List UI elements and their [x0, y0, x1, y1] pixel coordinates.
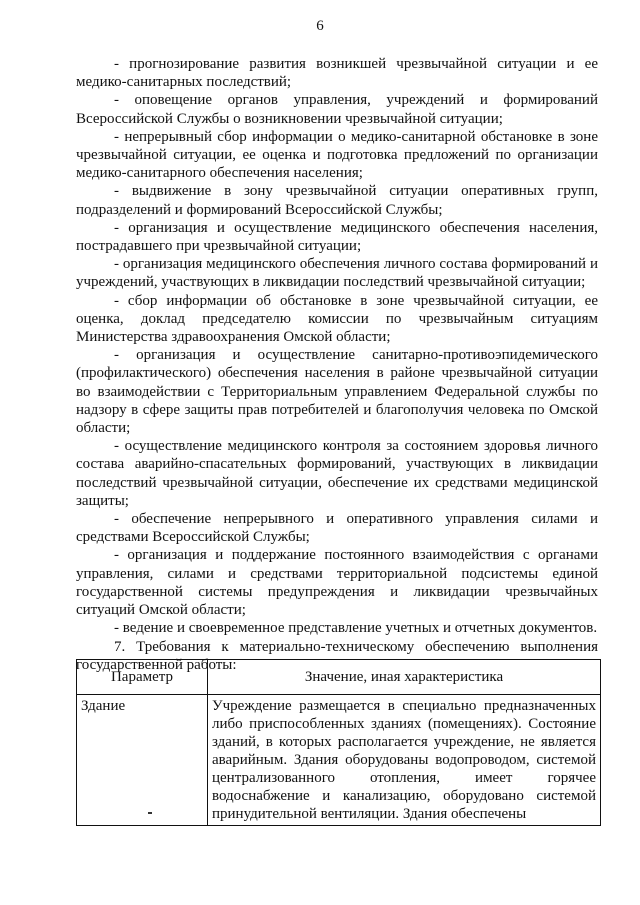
list-item: - организация и поддержание постоянного взаимодействия с органами управления, силами и средствами территориальной подсистемы единой государственной системы предупреждения и ликвидации чрезвычайных ситуаций Омской области;: [76, 547, 598, 619]
list-item: - выдвижение в зону чрезвычайной ситуации оперативных групп, подразделений и формирований Всероссийской Службы;: [76, 183, 598, 218]
list-item: - обеспечение непрерывного и оперативного управления силами и средствами Всероссийской Службы;: [76, 511, 598, 546]
list-item: - оповещение органов управления, учреждений и формирований Всероссийской Службы о возникновении чрезвычайной ситуации;: [76, 92, 598, 127]
list-item: - сбор информации об обстановке в зоне чрезвычайной ситуации, ее оценка, доклад председателю комиссии по чрезвычайным ситуациям Министерства здравоохранения Омской области;: [76, 292, 598, 346]
list-item: - прогнозирование развития возникшей чрезвычайной ситуации и ее медико-санитарных последствий;: [76, 56, 598, 91]
list-item: - организация и осуществление медицинского обеспечения населения, пострадавшего при чрезвычайной ситуации;: [76, 219, 598, 255]
requirements-table-wrapper: [76, 659, 600, 826]
table-cell-parameter: Здание: [77, 695, 208, 826]
table-cell-value: Учреждение размещается в специально предназначенных либо приспособленных зданиях (помещениях). Состояние зданий, в которых располагается учреждение, не является аварийным. Здания оборудованы водопроводом, системой централизованного отопления, имеет горячее водоснабжение и канализацию, оборудовано системой принудительной вентиляции. Здания обеспечены: [208, 695, 601, 826]
section-heading: 7. Требования к материально-техническому обеспечению выполнения государственной работы:: [76, 638, 598, 673]
column-header-value: Значение, иная характеристика: [208, 660, 601, 695]
document-body: [76, 55, 598, 674]
list-item: - осуществление медицинского контроля за состоянием здоровья личного состава аварийно-спасательных формирований, участвующих в ликвидации последствий чрезвычайной ситуации, обеспечение их средствами медицинской защиты;: [76, 438, 598, 509]
list-item: - непрерывный сбор информации о медико-санитарной обстановке в зоне чрезвычайной ситуации, ее оценка и подготовка предложений по организации медико-санитарного обеспечения населения;: [76, 128, 598, 182]
list-item: - ведение и своевременное представление учетных и отчетных документов.: [114, 620, 598, 637]
scan-mark: [148, 812, 152, 814]
page-number: 6: [316, 18, 324, 34]
list-item: - организация медицинского обеспечения личного состава формирований и учреждений, участвующих в ликвидации последствий чрезвычайной ситуации;: [76, 256, 598, 291]
table-row: [77, 695, 601, 826]
list-item: - организация и осуществление санитарно-противоэпидемического (профилактического) обеспечения населения в районе чрезвычайной ситуации во взаимодействии с Территориальным управлением Федеральной службы по надзору в сфере защиты прав потребителей и благополучия человека по Омской области;: [76, 347, 598, 437]
column-header-parameter: Параметр: [77, 660, 208, 695]
requirements-table: [76, 659, 601, 826]
table-header-row: [77, 660, 601, 695]
